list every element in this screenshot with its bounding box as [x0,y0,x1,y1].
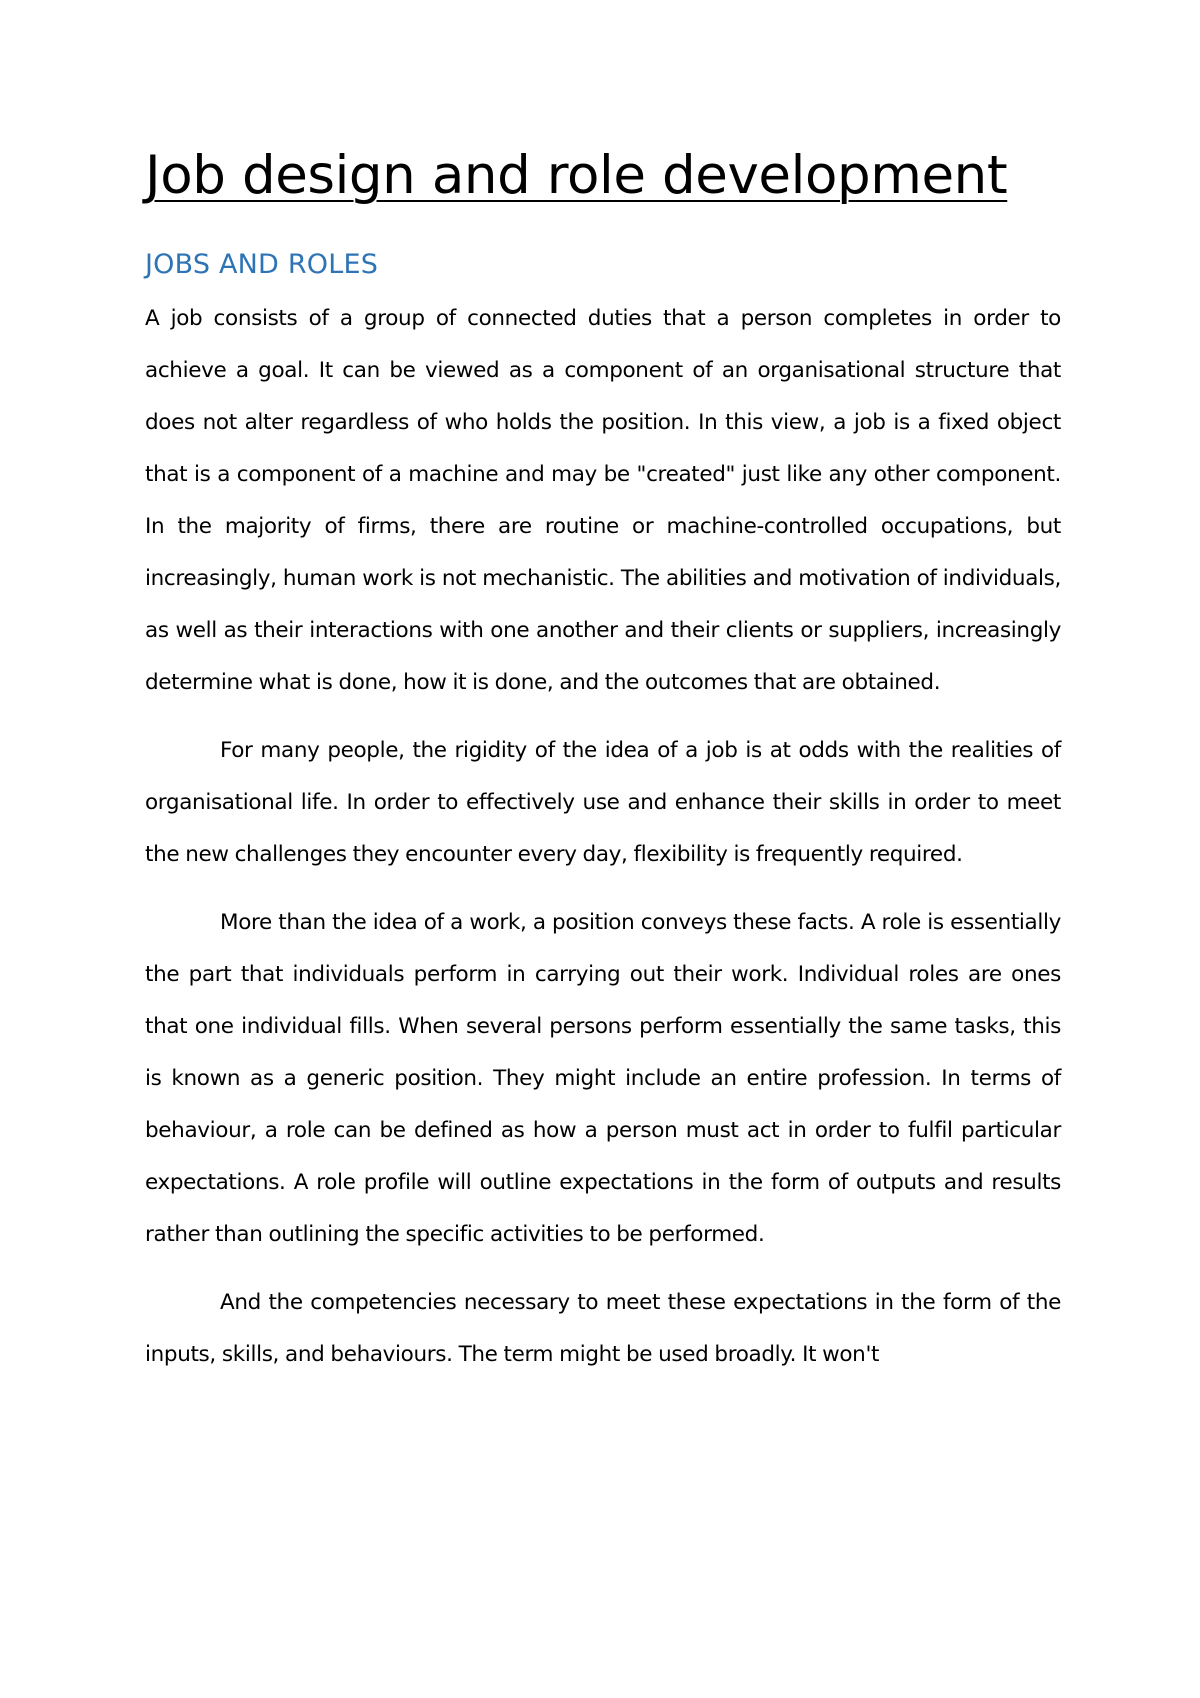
document-title: Job design and role development [145,145,1008,206]
document-page [145,140,1061,1381]
paragraph-rigidity: For many people, the rigidity of the idea of a job is at odds with the realities of organisational life. In order to effectively use and enhance their skills in order to meet the new challenges they encounter every day, flexibility is frequently required. [145,738,1061,867]
paragraph-roles: More than the idea of a work, a position conveys these facts. A role is essentially the part that individuals perform in carrying out their work. Individual roles are ones that one individual fills. When several persons perform essentially the same tasks, this is known as a generic position. They might include an entire profession. In terms of behaviour, a role can be defined as how a person must act in order to fulfil particular expectations. A role profile will outline expectations in the form of outputs and results rather than outlining the specific activities to be performed. [145,910,1061,1247]
paragraph-jobs-definition: A job consists of a group of connected duties that a person completes in order to achieve a goal. It can be viewed as a component of an organisational structure that does not alter regardless of who holds the position. In this view, a job is a fixed object that is a component of a machine and may be "created" just like any other component. In the majority of firms, there are routine or machine-controlled occupations, but increasingly, human work is not mechanistic. The abilities and motivation of individuals, as well as their interactions with one another and their clients or suppliers, increasingly determine what is done, how it is done, and the outcomes that are obtained. [145,306,1061,695]
paragraph-competencies: And the competencies necessary to meet these expectations in the form of the inputs, skills, and behaviours. The term might be used broadly. It won't [145,1290,1061,1367]
section-heading: JOBS AND ROLES [145,249,379,280]
